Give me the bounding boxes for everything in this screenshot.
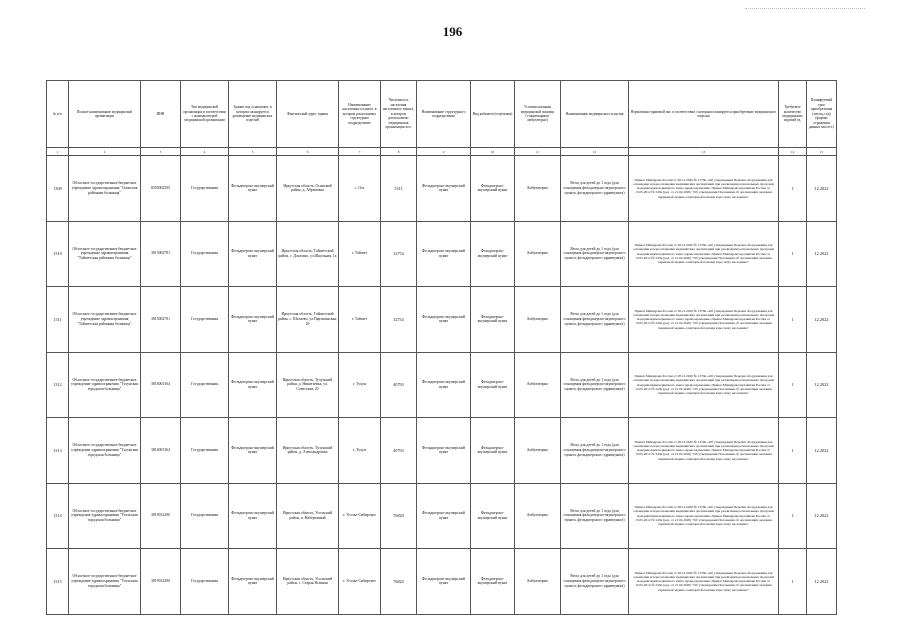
building-cell: Фельдшерско-акушерский пункт — [229, 352, 277, 418]
address-cell: Иркутская область, Усольский район, с. Старая Ясачная — [277, 549, 339, 615]
device-name-cell: Весы для детей до 1 года (для оснащения фельдшерско-акушерского пункта, фельдшерского здравпункта) — [561, 221, 629, 287]
column-number: 10 — [471, 148, 515, 156]
org-name-cell: Областное государственное бюджетное учреждение здравоохранения "Тулунская городская больница" — [69, 418, 141, 484]
population-cell: 76820 — [381, 483, 417, 549]
settlement-cell: г. Тулун — [339, 352, 381, 418]
address-cell: Иркутская область, Тайшетский район, с. Джогино, ул.Школьная, 1а — [277, 221, 339, 287]
quantity-cell: 1 — [779, 352, 807, 418]
building-cell: Фельдшерско-акушерский пункт — [229, 549, 277, 615]
device-name-cell: Весы для детей до 1 года (для оснащения фельдшерско-акушерского пункта, фельдшерского здравпункта) — [561, 483, 629, 549]
row-number-cell: 1311 — [47, 287, 69, 353]
column-number: 14 — [779, 148, 807, 156]
population-cell: 5311 — [381, 156, 417, 222]
column-number: 15 — [807, 148, 837, 156]
column-number: 4 — [181, 148, 229, 156]
org-type-cell: Государственная — [181, 221, 229, 287]
table-row — [47, 418, 837, 484]
device-name-cell: Весы для детей до 1 года (для оснащения фельдшерско-акушерского пункта, фельдшерского здравпункта) — [561, 156, 629, 222]
planned-date-cell: 12.2022 — [807, 221, 837, 287]
column-number: 12 — [561, 148, 629, 156]
care-conditions-cell: Амбулаторно — [515, 483, 561, 549]
header-cell: Наименование медицинского изделия — [561, 81, 629, 148]
table-row — [47, 352, 837, 418]
org-name-cell: Областное государственное бюджетное учреждение здравоохранения "Осинская районная больница" — [69, 156, 141, 222]
equipment-table — [46, 80, 837, 615]
table-body — [47, 156, 837, 615]
inn-cell: 8505002505 — [141, 156, 181, 222]
legal-act-cell: Приказ Минздрава России от 28.12.2020 № 1379н «Об утверждении Перечня оборудования для оснащения и переоснащения медицинских организаций при реализации региональных программ модернизации первичного звена здравоохранения» Приказ Минздравсоцразвития России от 15.05.2012 № 543н (ред. от 21.02.2020) "Об утверждении Положения об организации оказания первичной медико-санитарной помощи взрослому населению" — [629, 287, 779, 353]
header-cell: Полное наименование медицинской организации — [69, 81, 141, 148]
population-cell: 32754 — [381, 221, 417, 287]
unit-name-cell: Фельдшерско-акушерский пункт — [417, 418, 471, 484]
building-cell: Фельдшерско-акушерский пункт — [229, 221, 277, 287]
header-cell: Тип медицинской организации в соответствии с номенклатурой медицинской организации — [181, 81, 229, 148]
org-type-cell: Государственная — [181, 483, 229, 549]
legal-act-cell: Приказ Минздрава России от 28.12.2020 № 1379н «Об утверждении Перечня оборудования для оснащения и переоснащения медицинских организаций при реализации региональных программ модернизации первичного звена здравоохранения» Приказ Минздравсоцразвития России от 15.05.2012 № 543н (ред. от 21.02.2020) "Об утверждении Положения об организации оказания первичной медико-санитарной помощи взрослому населению" — [629, 156, 779, 222]
cabinet-type-cell: Фельдшерско-акушерский пункт — [471, 352, 515, 418]
header-cell: Здание под оснащение, в котором планируется размещение медицинских изделий — [229, 81, 277, 148]
scan-edge-marks — [745, 0, 865, 9]
header-cell: ИНН — [141, 81, 181, 148]
address-cell: Иркутская область, Тулунский район, д. Александровка — [277, 418, 339, 484]
cabinet-type-cell: Фельдшерско-акушерский пункт — [471, 549, 515, 615]
row-number-cell: 1310 — [47, 221, 69, 287]
legal-act-cell: Приказ Минздрава России от 28.12.2020 № 1379н «Об утверждении Перечня оборудования для оснащения и переоснащения медицинских организаций при реализации региональных программ модернизации первичного звена здравоохранения» Приказ Минздравсоцразвития России от 15.05.2012 № 543н (ред. от 21.02.2020) "Об утверждении Положения об организации оказания первичной медико-санитарной помощи взрослому населению" — [629, 483, 779, 549]
inn-cell: 3816001364 — [141, 352, 181, 418]
org-name-cell: Областное государственное бюджетное учреждение здравоохранения "Тайшетская районная больница" — [69, 221, 141, 287]
column-number: 6 — [277, 148, 339, 156]
org-name-cell: Областное государственное бюджетное учреждение здравоохранения "Тулунская городская больница" — [69, 352, 141, 418]
settlement-cell: г. Тулун — [339, 418, 381, 484]
population-cell: 40793 — [381, 352, 417, 418]
cabinet-type-cell: Фельдшерско-акушерский пункт — [471, 287, 515, 353]
care-conditions-cell: Амбулаторно — [515, 221, 561, 287]
planned-date-cell: 12.2022 — [807, 287, 837, 353]
inn-cell: 3819012290 — [141, 483, 181, 549]
column-number: 1 — [47, 148, 69, 156]
care-conditions-cell: Амбулаторно — [515, 287, 561, 353]
address-cell: Иркутская область, Тайшетский район, с. Шелаево, ул.Партизанская, 29 — [277, 287, 339, 353]
org-type-cell: Государственная — [181, 352, 229, 418]
column-number: 13 — [629, 148, 779, 156]
table-row — [47, 221, 837, 287]
settlement-cell: г. Тайшет — [339, 287, 381, 353]
org-type-cell: Государственная — [181, 156, 229, 222]
column-number: 5 — [229, 148, 277, 156]
planned-date-cell: 12.2022 — [807, 156, 837, 222]
org-name-cell: Областное государственное бюджетное учреждение здравоохранения "Усольская городская больница" — [69, 483, 141, 549]
quantity-cell: 1 — [779, 418, 807, 484]
header-cell: Наименование структурного подразделения — [417, 81, 471, 148]
address-cell: Иркутская область, Усольский район, п. Набережный — [277, 483, 339, 549]
quantity-cell: 1 — [779, 549, 807, 615]
column-number: 11 — [515, 148, 561, 156]
table-row — [47, 483, 837, 549]
org-name-cell: Областное государственное бюджетное учреждение здравоохранения "Усольская городская больница" — [69, 549, 141, 615]
unit-name-cell: Фельдшерско-акушерский пункт — [417, 221, 471, 287]
planned-date-cell: 12.2022 — [807, 549, 837, 615]
column-number: 7 — [339, 148, 381, 156]
unit-name-cell: Фельдшерско-акушерский пункт — [417, 156, 471, 222]
planned-date-cell: 12.2022 — [807, 483, 837, 549]
inn-cell: 3815002781 — [141, 287, 181, 353]
cabinet-type-cell: Фельдшерско-акушерский пункт — [471, 221, 515, 287]
legal-act-cell: Приказ Минздрава России от 28.12.2020 № 1379н «Об утверждении Перечня оборудования для оснащения и переоснащения медицинских организаций при реализации региональных программ модернизации первичного звена здравоохранения» Приказ Минздравсоцразвития России от 15.05.2012 № 543н (ред. от 21.02.2020) "Об утверждении Положения об организации оказания первичной медико-санитарной помощи взрослому населению" — [629, 549, 779, 615]
building-cell: Фельдшерско-акушерский пункт — [229, 156, 277, 222]
settlement-cell: г. Усолье-Сибирское — [339, 549, 381, 615]
column-number-row — [47, 148, 837, 156]
population-cell: 76820 — [381, 549, 417, 615]
quantity-cell: 1 — [779, 287, 807, 353]
care-conditions-cell: Амбулаторно — [515, 549, 561, 615]
header-cell: Нормативно-правовой акт, в соответствии с которым планируется приобретение медицинского изделия — [629, 81, 779, 148]
building-cell: Фельдшерско-акушерский пункт — [229, 287, 277, 353]
table-row — [47, 287, 837, 353]
inn-cell: 3815002781 — [141, 221, 181, 287]
unit-name-cell: Фельдшерско-акушерский пункт — [417, 483, 471, 549]
header-cell: Планируемый срок приобретения (месяц, год) (формат отражения данных мм.гггг.) — [807, 81, 837, 148]
column-number: 3 — [141, 148, 181, 156]
planned-date-cell: 12.2022 — [807, 352, 837, 418]
device-name-cell: Весы для детей до 1 года (для оснащения фельдшерско-акушерского пункта, фельдшерского здравпункта) — [561, 287, 629, 353]
building-cell: Фельдшерско-акушерский пункт — [229, 483, 277, 549]
settlement-cell: г. Тайшет — [339, 221, 381, 287]
header-cell: Наименование населенного пункта, в котором расположено структурное подразделение — [339, 81, 381, 148]
header-cell: Численность населения населенного пункта, в котором расположено медицинская организация чел. — [381, 81, 417, 148]
header-cell: Фактический адрес здания — [277, 81, 339, 148]
population-cell: 32754 — [381, 287, 417, 353]
population-cell: 40793 — [381, 418, 417, 484]
legal-act-cell: Приказ Минздрава России от 28.12.2020 № 1379н «Об утверждении Перечня оборудования для оснащения и переоснащения медицинских организаций при реализации региональных программ модернизации первичного звена здравоохранения» Приказ Минздравсоцразвития России от 15.05.2012 № 543н (ред. от 21.02.2020) "Об утверждении Положения об организации оказания первичной медико-санитарной помощи взрослому населению" — [629, 418, 779, 484]
quantity-cell: 1 — [779, 221, 807, 287]
row-number-cell: 1314 — [47, 483, 69, 549]
care-conditions-cell: Амбулаторно — [515, 418, 561, 484]
care-conditions-cell: Амбулаторно — [515, 156, 561, 222]
unit-name-cell: Фельдшерско-акушерский пункт — [417, 287, 471, 353]
device-name-cell: Весы для детей до 1 года (для оснащения фельдшерско-акушерского пункта, фельдшерского здравпункта) — [561, 549, 629, 615]
column-number: 9 — [417, 148, 471, 156]
table-row — [47, 549, 837, 615]
table-row — [47, 156, 837, 222]
row-number-cell: 1313 — [47, 418, 69, 484]
header-row — [47, 81, 837, 148]
org-name-cell: Областное государственное бюджетное учреждение здравоохранения "Тайшетская районная больница" — [69, 287, 141, 353]
settlement-cell: г. Усолье-Сибирское — [339, 483, 381, 549]
org-type-cell: Государственная — [181, 418, 229, 484]
header-cell: Вид кабинета (отделения) — [471, 81, 515, 148]
address-cell: Иркутская область, Тулунский район, д. Никитаевка, ул. Советская, 20 — [277, 352, 339, 418]
address-cell: Иркутская область, Осинский район, д. Абрамовка — [277, 156, 339, 222]
inn-cell: 3816001364 — [141, 418, 181, 484]
org-type-cell: Государственная — [181, 549, 229, 615]
row-number-cell: 1309 — [47, 156, 69, 222]
column-number: 2 — [69, 148, 141, 156]
page-number: 196 — [442, 24, 463, 39]
column-number: 8 — [381, 148, 417, 156]
quantity-cell: 1 — [779, 483, 807, 549]
header-cell: Требуемое количество медицинских изделий ед. — [779, 81, 807, 148]
row-number-cell: 1315 — [47, 549, 69, 615]
legal-act-cell: Приказ Минздрава России от 28.12.2020 № 1379н «Об утверждении Перечня оборудования для оснащения и переоснащения медицинских организаций при реализации региональных программ модернизации первичного звена здравоохранения» Приказ Минздравсоцразвития России от 15.05.2012 № 543н (ред. от 21.02.2020) "Об утверждении Положения об организации оказания первичной медико-санитарной помощи взрослому населению" — [629, 352, 779, 418]
legal-act-cell: Приказ Минздрава России от 28.12.2020 № 1379н «Об утверждении Перечня оборудования для оснащения и переоснащения медицинских организаций при реализации региональных программ модернизации первичного звена здравоохранения» Приказ Минздравсоцразвития России от 15.05.2012 № 543н (ред. от 21.02.2020) "Об утверждении Положения об организации оказания первичной медико-санитарной помощи взрослому населению" — [629, 221, 779, 287]
cabinet-type-cell: Фельдшерско-акушерский пункт — [471, 483, 515, 549]
device-name-cell: Весы для детей до 1 года (для оснащения фельдшерско-акушерского пункта, фельдшерского здравпункта) — [561, 418, 629, 484]
quantity-cell: 1 — [779, 156, 807, 222]
header-cell: № п/п — [47, 81, 69, 148]
unit-name-cell: Фельдшерско-акушерский пункт — [417, 352, 471, 418]
cabinet-type-cell: Фельдшерско-акушерский пункт — [471, 156, 515, 222]
org-type-cell: Государственная — [181, 287, 229, 353]
cabinet-type-cell: Фельдшерско-акушерский пункт — [471, 418, 515, 484]
inn-cell: 3819012290 — [141, 549, 181, 615]
header-cell: Условия оказания медицинской помощи (стационарные/амбулаторно) — [515, 81, 561, 148]
planned-date-cell: 12.2022 — [807, 418, 837, 484]
settlement-cell: с. Оса — [339, 156, 381, 222]
row-number-cell: 1312 — [47, 352, 69, 418]
unit-name-cell: Фельдшерско-акушерский пункт — [417, 549, 471, 615]
device-name-cell: Весы для детей до 1 года (для оснащения фельдшерско-акушерского пункта, фельдшерского здравпункта) — [561, 352, 629, 418]
building-cell: Фельдшерско-акушерский пункт — [229, 418, 277, 484]
care-conditions-cell: Амбулаторно — [515, 352, 561, 418]
